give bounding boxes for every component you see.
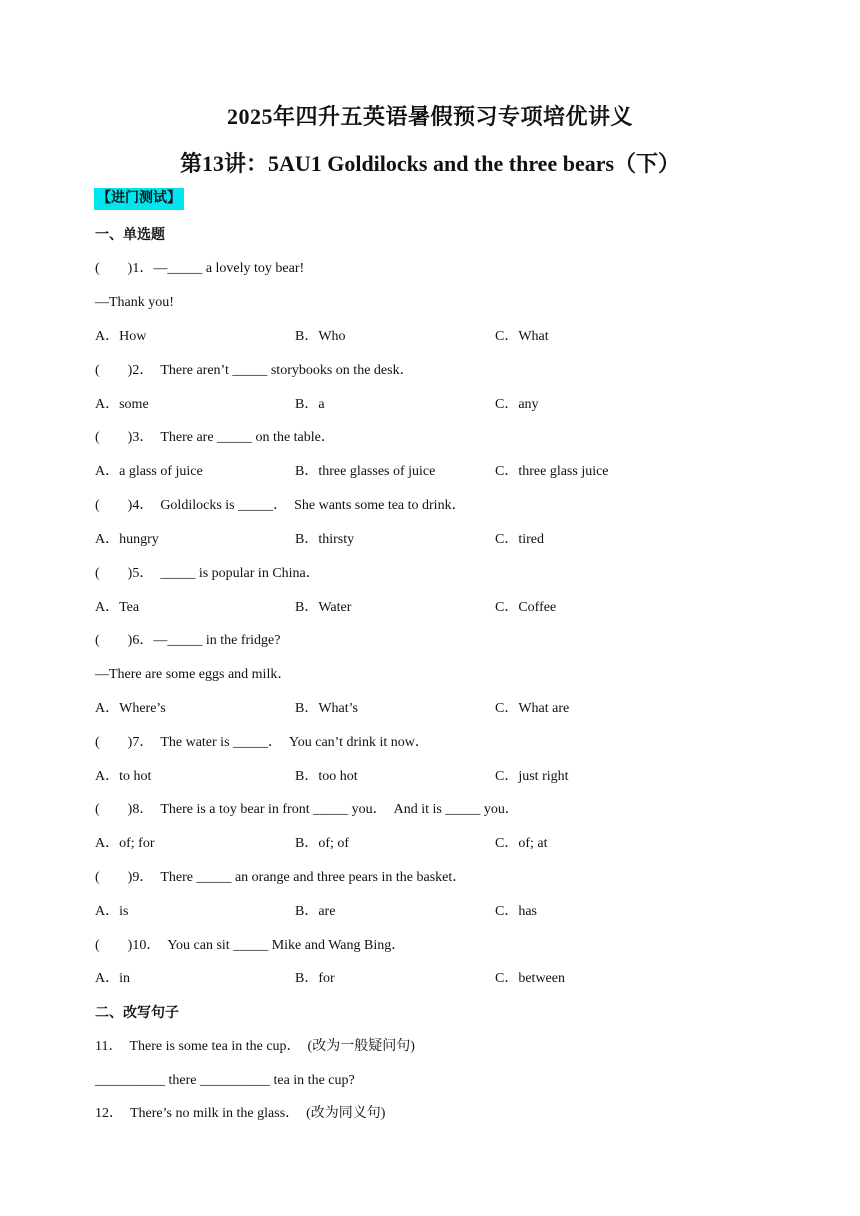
question-stem: ( )9． There _____ an orange and three pears in the basket． (95, 870, 467, 885)
option-b: B．Water (295, 600, 352, 615)
question-stem: ( )6．—_____ in the fridge? (95, 633, 281, 648)
question-extra: —There are some eggs and milk． (95, 667, 292, 682)
lesson-subtitle: 第13讲：5AU1 Goldilocks and the three bears（下） (179, 151, 681, 176)
rewrite-answer-line: __________ there __________ tea in the cup? (95, 1073, 355, 1088)
option-a: A．a glass of juice (95, 464, 203, 479)
option-b: B．for (295, 971, 335, 986)
section-tag: 【进门测试】 (94, 188, 184, 210)
option-c: C．What are (495, 701, 570, 716)
option-b: B．are (295, 904, 336, 919)
option-b: B．too hot (295, 769, 358, 784)
option-a: A．of; for (95, 836, 155, 851)
option-a: A．some (95, 397, 149, 412)
section-heading-rewrite: 二、改写句子 (95, 1005, 179, 1021)
option-c: C．tired (495, 532, 544, 547)
section-heading-choice: 一、单选题 (95, 227, 165, 243)
option-a: A．to hot (95, 769, 152, 784)
option-a: A．hungry (95, 532, 159, 547)
option-a: A．How (95, 329, 147, 344)
question-stem: ( )7． The water is _____． You can’t drink it now． (95, 735, 429, 750)
option-c: C．What (495, 329, 549, 344)
option-c: C．has (495, 904, 537, 919)
option-a: A．is (95, 904, 129, 919)
option-b: B．thirsty (295, 532, 355, 547)
option-a: A．Tea (95, 600, 140, 615)
option-c: C．any (495, 397, 539, 412)
option-a: A．Where’s (95, 701, 166, 716)
question-stem: ( )3． There are _____ on the table． (95, 430, 335, 445)
option-c: C．three glass juice (495, 464, 609, 479)
rewrite-stem: 11． There is some tea in the cup． (改为一般疑问句) (95, 1039, 415, 1054)
question-stem: ( )4． Goldilocks is _____． She wants some tea to drink． (95, 498, 466, 513)
option-c: C．Coffee (495, 600, 557, 615)
option-a: A．in (95, 971, 130, 986)
question-stem: ( )2． There aren’t _____ storybooks on the desk． (95, 363, 414, 378)
option-b: B．three glasses of juice (295, 464, 436, 479)
option-c: C．between (495, 971, 565, 986)
question-extra: —Thank you! (95, 295, 174, 310)
question-stem: ( )8． There is a toy bear in front _____ you． And it is _____ you． (95, 802, 519, 817)
option-b: B．Who (295, 329, 346, 344)
question-stem: ( )5． _____ is popular in China． (95, 566, 320, 581)
document-title: 2025年四升五英语暑假预习专项培优讲义 (226, 104, 633, 129)
option-b: B．of; of (295, 836, 350, 851)
option-b: B．a (295, 397, 325, 412)
option-b: B．What’s (295, 701, 358, 716)
option-c: C．of; at (495, 836, 548, 851)
rewrite-stem: 12． There’s no milk in the glass． (改为同义句) (95, 1106, 386, 1121)
option-c: C．just right (495, 769, 569, 784)
question-stem: ( )10． You can sit _____ Mike and Wang Bing． (95, 938, 406, 953)
question-stem: ( )1．—_____ a lovely toy bear! (95, 261, 305, 276)
